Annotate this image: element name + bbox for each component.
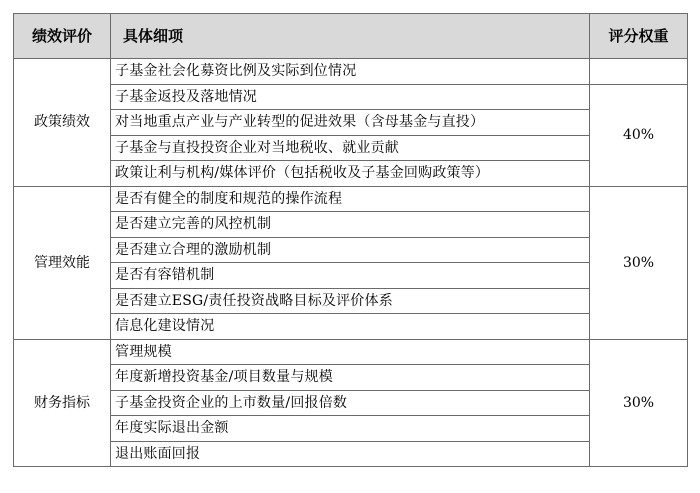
table-row bbox=[14, 59, 688, 85]
detail-item: 子基金社会化募资比例及实际到位情况 bbox=[111, 59, 590, 85]
table-row bbox=[14, 84, 688, 110]
table-row bbox=[14, 441, 688, 467]
detail-item: 是否建立ESG/责任投资战略目标及评价体系 bbox=[111, 288, 590, 314]
detail-item: 管理规模 bbox=[111, 339, 590, 365]
detail-item: 政策让利与机构/媒体评价（包括税收及子基金回购政策等） bbox=[111, 161, 590, 187]
table-row bbox=[14, 161, 688, 187]
evaluation-table bbox=[13, 13, 688, 467]
detail-item: 是否建立合理的激励机制 bbox=[111, 237, 590, 263]
table-row bbox=[14, 135, 688, 161]
weight-finance: 30% bbox=[590, 339, 688, 467]
detail-item: 是否有容错机制 bbox=[111, 263, 590, 289]
table-row bbox=[14, 416, 688, 442]
detail-item: 子基金与直投投资企业对当地税收、就业贡献 bbox=[111, 135, 590, 161]
table-row bbox=[14, 212, 688, 238]
header-detail: 具体细项 bbox=[111, 14, 590, 59]
header-weight: 评分权重 bbox=[590, 14, 688, 59]
header-category: 绩效评价 bbox=[14, 14, 111, 59]
category-management: 管理效能 bbox=[14, 186, 111, 339]
table-row bbox=[14, 110, 688, 136]
table-header-row bbox=[14, 14, 688, 59]
detail-item: 退出账面回报 bbox=[111, 441, 590, 467]
category-policy: 政策绩效 bbox=[14, 59, 111, 187]
table-row bbox=[14, 263, 688, 289]
detail-item: 是否有健全的制度和规范的操作流程 bbox=[111, 186, 590, 212]
table-row bbox=[14, 390, 688, 416]
weight-policy: 40% bbox=[590, 84, 688, 186]
weight-blank-cell bbox=[590, 59, 688, 85]
detail-item: 信息化建设情况 bbox=[111, 314, 590, 340]
table-row bbox=[14, 288, 688, 314]
detail-item: 年度实际退出金额 bbox=[111, 416, 590, 442]
category-finance: 财务指标 bbox=[14, 339, 111, 467]
detail-item: 子基金投资企业的上市数量/回报倍数 bbox=[111, 390, 590, 416]
table-row bbox=[14, 237, 688, 263]
table-row bbox=[14, 339, 688, 365]
detail-item: 对当地重点产业与产业转型的促进效果（含母基金与直投） bbox=[111, 110, 590, 136]
detail-item: 是否建立完善的风控机制 bbox=[111, 212, 590, 238]
detail-item: 年度新增投资基金/项目数量与规模 bbox=[111, 365, 590, 391]
table-row bbox=[14, 365, 688, 391]
detail-item: 子基金返投及落地情况 bbox=[111, 84, 590, 110]
table-row bbox=[14, 314, 688, 340]
evaluation-table-wrapper bbox=[13, 13, 688, 467]
table-row bbox=[14, 186, 688, 212]
weight-management: 30% bbox=[590, 186, 688, 339]
